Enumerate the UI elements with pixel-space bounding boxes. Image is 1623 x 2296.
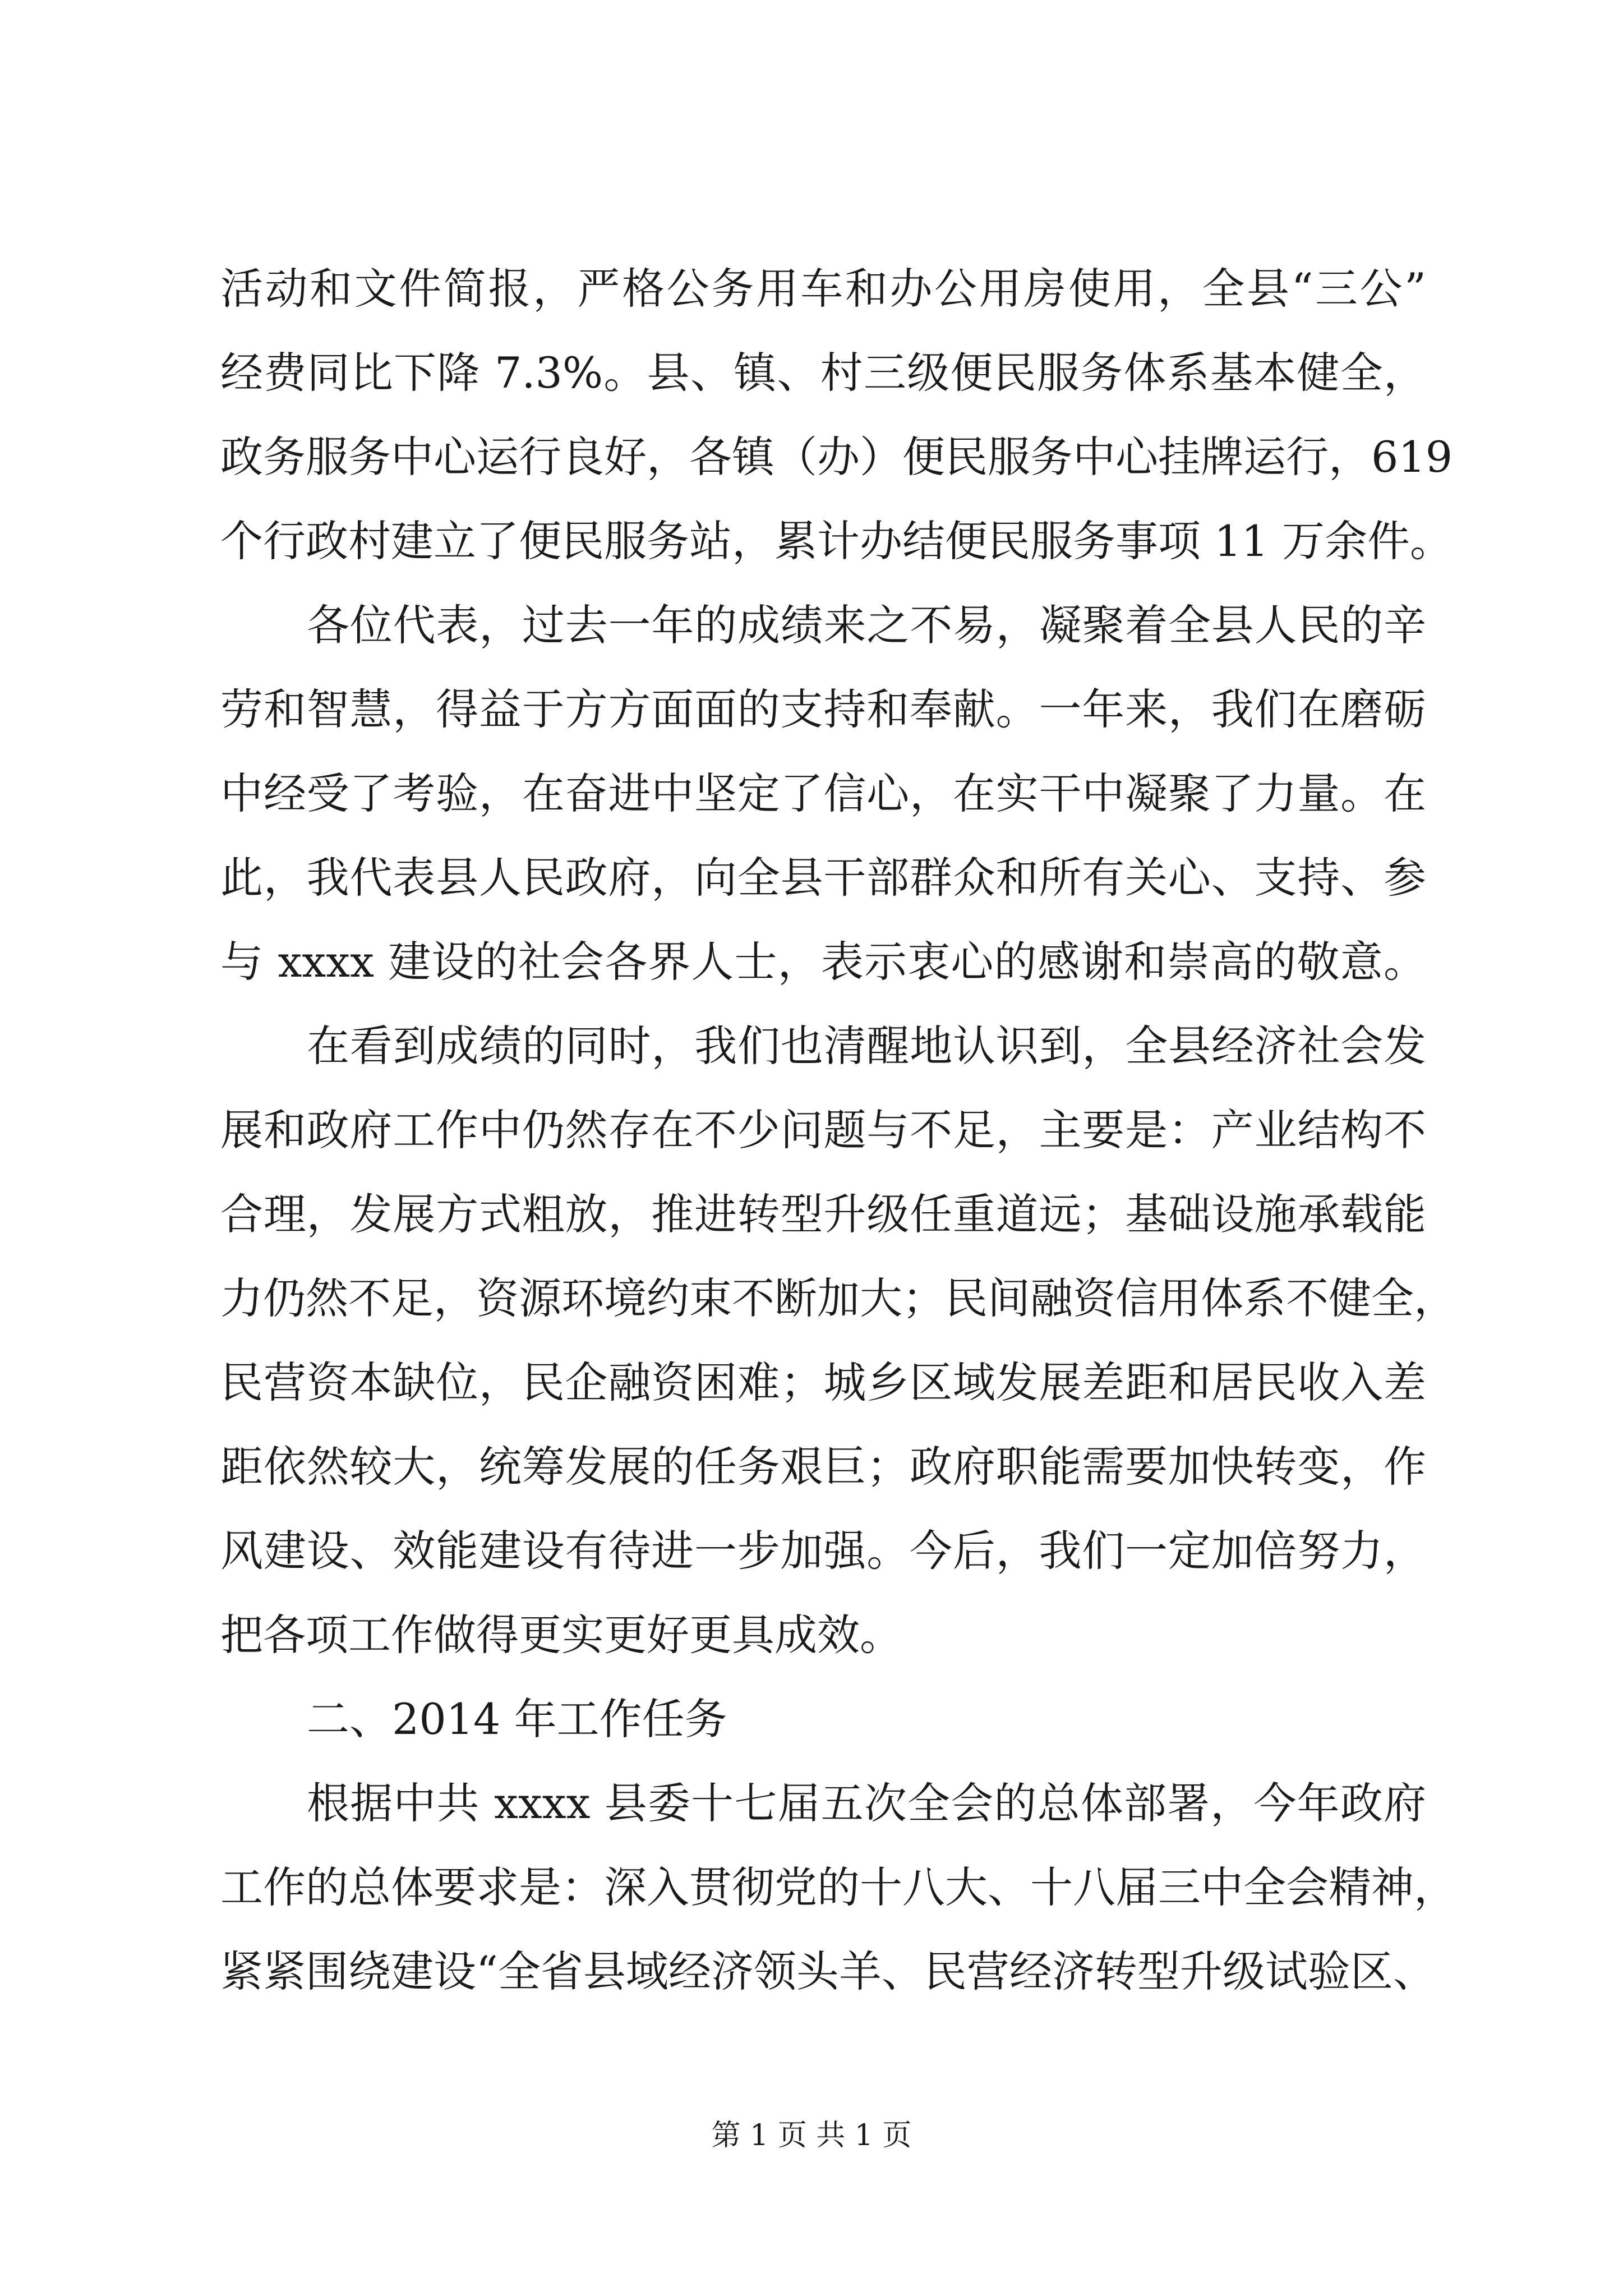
text-line: 与 xxxx 建设的社会各界人士，表示衷心的感谢和崇高的敬意。 bbox=[220, 937, 1426, 987]
document-body bbox=[220, 247, 1456, 2014]
text-line: 展和政府工作中仍然存在不少问题与不足，主要是：产业结构不 bbox=[220, 1105, 1426, 1155]
paragraph-first-line: 根据中共 xxxx 县委十七届五次全会的总体部署，今年政府 bbox=[307, 1778, 1426, 1828]
text-line: 此，我代表县人民政府，向全县干部群众和所有关心、支持、参 bbox=[220, 853, 1426, 903]
paragraph-first-line: 在看到成绩的同时，我们也清醒地认识到，全县经济社会发 bbox=[307, 1021, 1426, 1071]
section-heading: 二、2014 年工作任务 bbox=[307, 1694, 727, 1744]
text-line: 民营资本缺位，民企融资困难；城乡区域发展差距和居民收入差 bbox=[220, 1358, 1426, 1407]
text-line: 经费同比下降 7.3%。县、镇、村三级便民服务体系基本健全， bbox=[220, 348, 1426, 398]
paragraph-first-line: 各位代表，过去一年的成绩来之不易，凝聚着全县人民的辛 bbox=[307, 600, 1426, 650]
text-line: 合理，发展方式粗放，推进转型升级任重道远；基础设施承载能 bbox=[220, 1189, 1426, 1239]
text-line: 活动和文件简报，严格公务用车和办公用房使用，全县“三公” bbox=[220, 264, 1426, 314]
text-line: 个行政村建立了便民服务站，累计办结便民服务事项 11 万余件。 bbox=[220, 516, 1453, 566]
text-line: 工作的总体要求是：深入贯彻党的十八大、十八届三中全会精神， bbox=[220, 1862, 1456, 1912]
text-line: 政务服务中心运行良好，各镇（办）便民服务中心挂牌运行，619 bbox=[220, 432, 1453, 482]
text-line: 距依然较大，统筹发展的任务艰巨；政府职能需要加快转变，作 bbox=[220, 1442, 1426, 1492]
text-line: 风建设、效能建设有待进一步加强。今后，我们一定加倍努力， bbox=[220, 1526, 1426, 1576]
page-number-footer: 第 1 页 共 1 页 bbox=[711, 2119, 912, 2152]
paragraph-last-line: 把各项工作做得更实更好更具成效。 bbox=[220, 1610, 902, 1660]
text-line: 力仍然不足，资源环境约束不断加大；民间融资信用体系不健全， bbox=[220, 1273, 1456, 1323]
text-line: 紧紧围绕建设“全省县域经济领头羊、民营经济转型升级试验区、 bbox=[220, 1947, 1436, 1996]
text-line: 劳和智慧，得益于方方面面的支持和奉献。一年来，我们在磨砺 bbox=[220, 684, 1426, 734]
text-line: 中经受了考验，在奋进中坚定了信心，在实干中凝聚了力量。在 bbox=[220, 769, 1426, 818]
